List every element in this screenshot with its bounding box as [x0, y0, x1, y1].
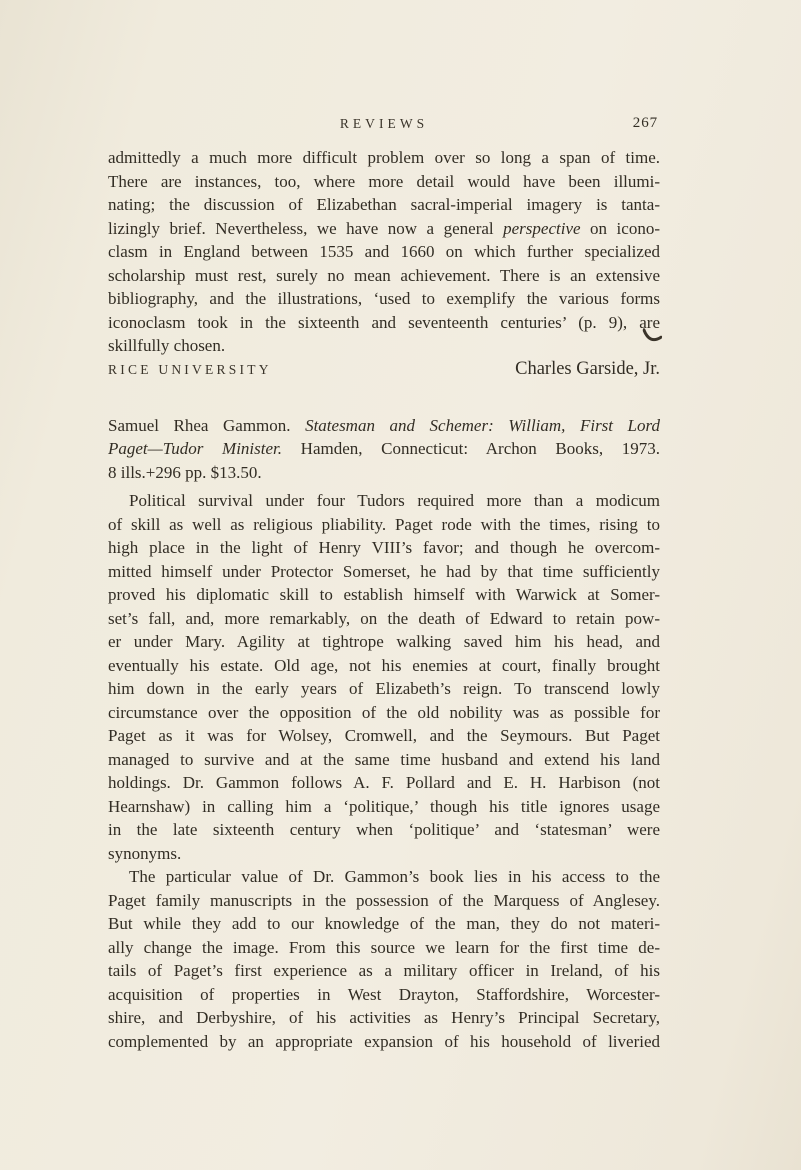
text-run: him down in the early years of Elizabeth’s reign. To transcend lowly: [108, 679, 660, 698]
text-line: [108, 414, 660, 438]
text-line: [108, 630, 660, 654]
text-line: [108, 461, 660, 485]
text-run: eventually his estate. Old age, not his enemies at court, finally brought: [108, 655, 660, 675]
text-run: on icono-: [580, 218, 660, 238]
text-run: mitted himself under Protector Somerset, he had by that time sufficiently: [108, 561, 660, 581]
text-run: Hearnshaw) in calling him a ‘politique,’ though his title ignores usage: [108, 796, 660, 816]
text-line: [108, 983, 660, 1007]
text-run: in the late sixteenth century when ‘politique’ and ‘statesman’ were: [108, 820, 660, 839]
review-garside-signoff: [108, 359, 660, 384]
text-run: shire, and Derbyshire, of his activities as Henry’s Principal Secretary,: [108, 1008, 660, 1027]
text-line: [108, 536, 660, 560]
text-line: [108, 146, 660, 170]
page-number: 267: [632, 115, 658, 131]
text-line: [108, 607, 660, 631]
reviewer-name: Charles Garside, Jr.: [515, 358, 660, 379]
text-run: The particular value of Dr. Gammon’s book lies in his access to the: [129, 867, 660, 886]
text-line: [108, 818, 660, 842]
text-line: [108, 240, 660, 264]
text-line: [108, 842, 660, 866]
text-line: [108, 489, 660, 513]
text-run: lizingly brief. Nevertheless, we have now a general: [108, 218, 504, 238]
text-run: clasm in England between 1535 and 1660 on which further specialized: [108, 242, 660, 261]
text-run: nating; the discussion of Elizabethan sacral-imperial imagery is tanta-: [108, 195, 660, 214]
text-run: proved his diplomatic skill to establish himself with Warwick at Somer-: [108, 585, 660, 604]
text-line: [108, 959, 660, 983]
text-run: set’s fall, and, more remarkably, on the death of Edward to retain pow-: [108, 608, 660, 628]
text-line: [108, 912, 660, 936]
text-run: admittedly a much more difficult problem over so long a span of time.: [108, 148, 660, 167]
text-run: high place in the light of Henry VIII’s favor; and though he overcom-: [108, 538, 660, 557]
text-column: [108, 116, 660, 1053]
text-run: Paget as it was for Wolsey, Cromwell, and the Seymours. But Paget: [108, 726, 660, 745]
text-run: Political survival under four Tudors required more than a modicum: [129, 491, 660, 510]
text-run: circumstance over the opposition of the old nobility was as possible for: [108, 702, 660, 722]
text-run: of skill as well as religious pliability. Paget rode with the times, rising to: [108, 514, 660, 534]
text-run: tails of Paget’s first experience as a military officer in Ireland, of his: [108, 961, 660, 980]
text-line: [108, 264, 660, 288]
text-line: [108, 287, 660, 311]
review-gammon-paragraph-2: [108, 865, 660, 1053]
text-run: Paget family manuscripts in the possession of the Marquess of Anglesey.: [108, 890, 660, 910]
text-line: [108, 513, 660, 537]
text-run: But while they add to our knowledge of the man, they do not materi-: [108, 914, 660, 933]
text-line: [108, 560, 660, 584]
text-line: [108, 771, 660, 795]
text-run: managed to survive and at the same time husband and extend his land: [108, 749, 660, 769]
text-line: [108, 311, 660, 335]
reviewer-institution: RICE UNIVERSITY: [108, 361, 272, 377]
text-line: [108, 217, 660, 241]
page-title: REVIEWS: [339, 116, 429, 131]
text-run: complemented by an appropriate expansion of his household of liveried: [108, 1031, 660, 1051]
text-run: acquisition of properties in West Drayton, Staffordshire, Worcester-: [108, 984, 660, 1004]
review-garside-body: [108, 146, 660, 358]
text-line: [108, 654, 660, 678]
italic-text-run: Statesman and Schemer: William, First Lord: [305, 415, 661, 435]
ink-mark-artifact: [641, 328, 663, 346]
text-run: skillfully chosen.: [108, 336, 226, 355]
text-run: There are instances, too, where more detail would have been illumi-: [108, 171, 660, 191]
text-line: [108, 583, 660, 607]
running-head: [108, 116, 660, 140]
text-line: [108, 889, 660, 913]
text-line: [108, 748, 660, 772]
text-run: synonyms.: [108, 843, 182, 863]
text-line: [108, 334, 660, 358]
text-run: 8 ills.+296 pp. $13.50.: [108, 462, 262, 482]
text-line: [108, 724, 660, 748]
review-gammon-paragraph-1: [108, 489, 660, 865]
text-line: [108, 170, 660, 194]
text-run: er under Mary. Agility at tightrope walking saved him his head, and: [108, 632, 660, 651]
italic-text-run: Paget—Tudor Minister.: [108, 439, 283, 458]
text-line: [108, 193, 660, 217]
text-line: [108, 1006, 660, 1030]
text-line: [108, 865, 660, 889]
text-run: scholarship must rest, surely no mean achievement. There is an extensive: [108, 265, 660, 285]
text-run: ally change the image. From this source we learn for the first time de-: [108, 937, 660, 957]
text-line: [108, 795, 660, 819]
text-line: [108, 677, 660, 701]
text-run: iconoclasm took in the sixteenth and seventeenth centuries’ (p. 9), are: [108, 312, 660, 332]
text-line: [108, 936, 660, 960]
italic-text-run: perspective: [503, 218, 581, 238]
text-run: holdings. Dr. Gammon follows A. F. Pollard and E. H. Harbison (not: [108, 773, 660, 792]
text-run: bibliography, and the illustrations, ‘used to exemplify the various forms: [108, 289, 660, 308]
book-citation: [108, 414, 660, 485]
text-line: [108, 701, 660, 725]
text-line: [108, 1030, 660, 1054]
text-run: Hamden, Connecticut: Archon Books, 1973.: [282, 439, 660, 458]
text-run: Samuel Rhea Gammon.: [108, 415, 306, 435]
text-line: [108, 437, 660, 461]
